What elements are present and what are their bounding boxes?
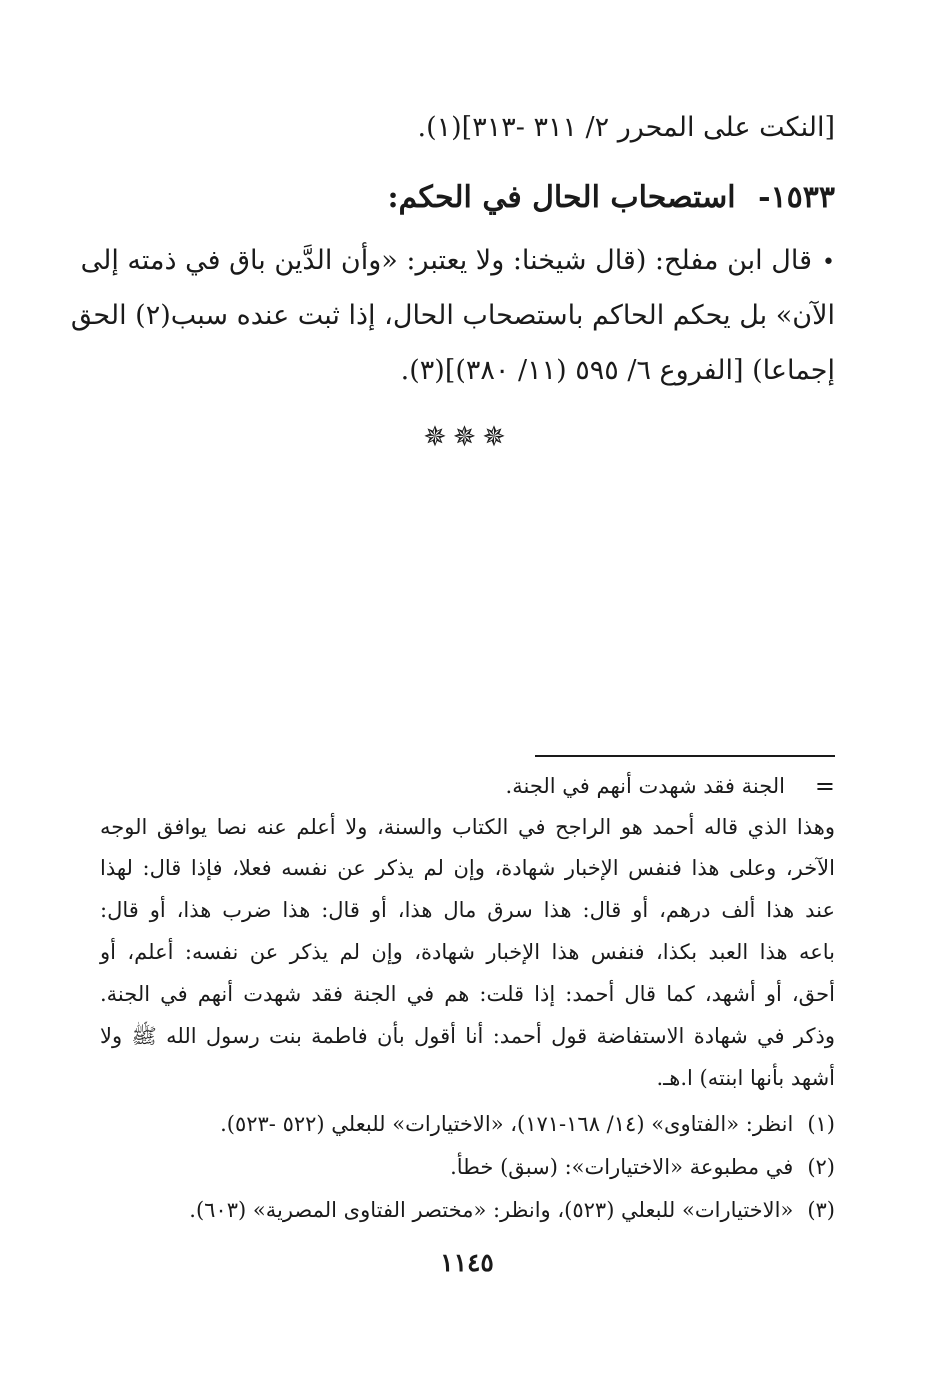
footnote-continuation-line-8: أشهد بأنها ابنته) ا.هـ. [656, 1066, 835, 1090]
footnote-3-number: (٣) [807, 1198, 835, 1222]
footnote-1-text: انظر: «الفتاوى» (١٤/ ١٦٨-١٧١)، «الاختيارات» للبعلي (٥٢٢ -٥٢٣). [220, 1112, 794, 1136]
footnote-2 [100, 1155, 835, 1180]
paragraph-line-1 [80, 245, 835, 277]
footnote-2-number: (٢) [807, 1155, 835, 1179]
footnote-continuation-line-3: الآخر، وعلى هذا فنفس الإخبار شهادة، وإن لم يذكر عن نفسه فعلا، فإذا قال: لهذا [100, 856, 835, 880]
source-reference: [النكت على المحرر ٢/ ٣١١ -٣١٣](١). [417, 112, 835, 143]
footnote-3 [100, 1198, 835, 1223]
footnote-1-number: (١) [807, 1112, 835, 1136]
footnote-continuation-line-4: عند هذا ألف درهم، أو قال: هذا سرق مال هذا، أو قال: هذا ضرب هذا، أو قال: [100, 898, 835, 922]
footnote-1 [100, 1112, 835, 1137]
paragraph-line-2: الآن» بل يحكم الحاكم باستصحاب الحال، إذا ثبت عنده سبب(٢) الحق [70, 300, 835, 331]
section-title: استصحاب الحال في الحكم: [387, 180, 736, 215]
ornament-separator-icon: ✵✵✵ [423, 420, 512, 453]
paragraph-text-1: قال ابن مفلح: (قال شيخنا: ولا يعتبر: «وأن الدَّين باق في ذمته إلى [80, 245, 813, 276]
page-number: ١١٤٥ [440, 1248, 494, 1277]
section-heading [100, 180, 835, 216]
continuation-mark: = [814, 772, 835, 800]
footnote-2-text: في مطبوعة «الاختيارات»: (سبق) خطأ. [450, 1155, 794, 1179]
footnote-continuation-line-6: أحق، أو أشهد، كما قال أحمد: إذا قلت: هم في الجنة فقد شهدت أنهم في الجنة. [100, 982, 835, 1006]
section-number: ١٥٣٣- [758, 180, 835, 215]
footnote-3-text: «الاختيارات» للبعلي (٥٢٣)، وانظر: «مختصر الفتاوى المصرية» (٦٠٣). [189, 1198, 794, 1222]
bullet-icon: • [822, 250, 835, 275]
footnote-continuation-line-2: وهذا الذي قاله أحمد هو الراجح في الكتاب والسنة، ولا أعلم عنه نصا يوافق الوجه [100, 815, 835, 839]
footnote-divider [535, 755, 835, 757]
footnote-continuation-line-1: الجنة فقد شهدت أنهم في الجنة. [505, 774, 785, 798]
footnote-continuation-line-5: باعه هذا العبد بكذا، فنفس هذا الإخبار شهادة، وإن لم يذكر عن نفسه: أعلم، أو [100, 940, 835, 964]
footnote-continuation-line-7: وذكر في شهادة الاستفاضة قول أحمد: أنا أقول بأن فاطمة بنت رسول الله ﷺ ولا [100, 1024, 835, 1048]
paragraph-line-3: إجماعا) [الفروع ٦/ ٥٩٥ (١١/ ٣٨٠)](٣). [400, 355, 835, 386]
